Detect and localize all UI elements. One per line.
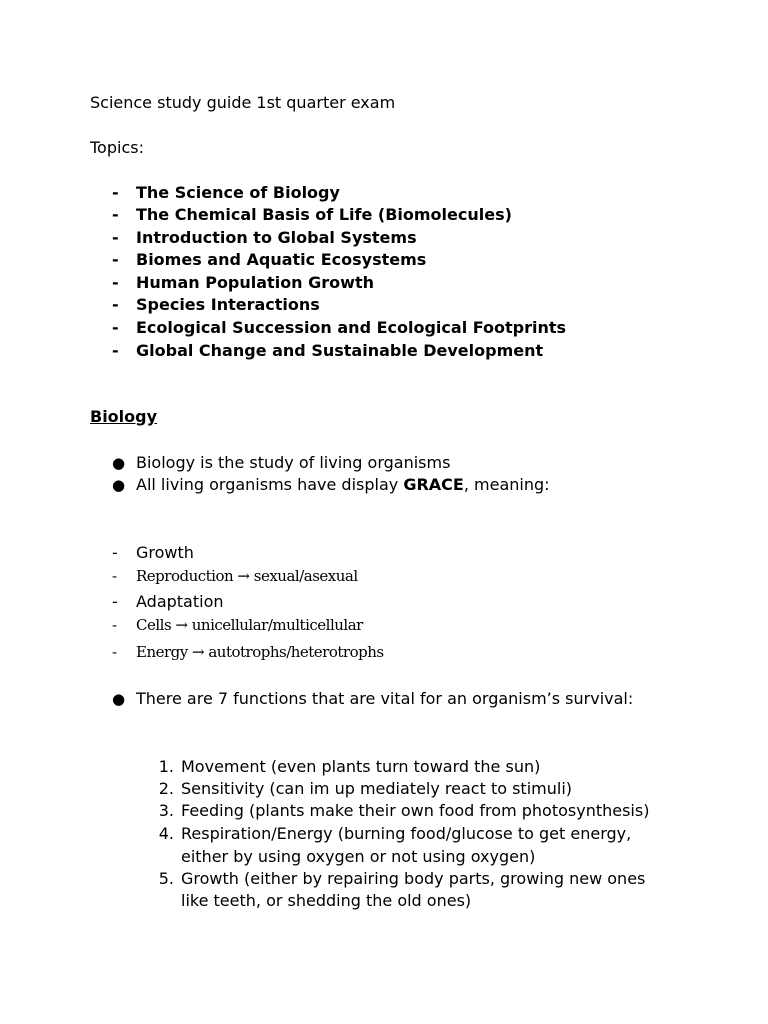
item-number: 3. — [158, 801, 174, 820]
bullet-text: Biology is the study of living organisms — [136, 453, 451, 472]
topic-text: The Science of Biology — [136, 183, 340, 202]
dash-marker: - — [112, 567, 117, 585]
dash-marker: - — [112, 543, 118, 562]
function-text: Sensitivity (can im up mediately react to stimuli) — [181, 779, 572, 798]
topics-label: Topics: — [90, 138, 144, 157]
dash-marker: - — [112, 295, 119, 314]
grace-item: Reproduction → sexual/asexual — [136, 567, 358, 585]
grace-item: Cells → unicellular/multicellular — [136, 616, 363, 634]
topic-text: Introduction to Global Systems — [136, 228, 417, 247]
grace-item: Growth — [136, 543, 194, 562]
item-number: 4. — [158, 824, 174, 843]
function-text: Feeding (plants make their own food from photosynthesis) — [181, 801, 650, 820]
item-number: 1. — [158, 757, 174, 776]
function-text: either by using oxygen or not using oxygen) — [181, 847, 536, 866]
bullet-text-post: , meaning: — [463, 475, 550, 494]
function-text: Growth (either by repairing body parts, growing new ones — [181, 869, 646, 888]
grace-acronym: GRACE — [403, 475, 464, 494]
dash-marker: - — [112, 643, 117, 661]
function-text: like teeth, or shedding the old ones) — [181, 891, 472, 910]
dash-marker: - — [112, 341, 119, 360]
topic-text: Species Interactions — [136, 295, 320, 314]
topic-text: Global Change and Sustainable Development — [136, 341, 544, 360]
topic-text: The Chemical Basis of Life (Biomolecules) — [136, 205, 512, 224]
function-text: Movement (even plants turn toward the sun) — [181, 757, 541, 776]
bullet-text-pre: All living organisms have display — [136, 475, 404, 494]
section-heading-biology: Biology — [90, 407, 158, 426]
bullet-text — [136, 474, 550, 496]
bullet-marker: ● — [112, 690, 126, 708]
topic-text: Human Population Growth — [136, 273, 374, 292]
topic-text: Biomes and Aquatic Ecosystems — [136, 250, 427, 269]
dash-marker: - — [112, 183, 119, 202]
function-text: Respiration/Energy (burning food/glucose to get energy, — [181, 824, 632, 843]
bullet-marker: ● — [112, 476, 126, 494]
dash-marker: - — [112, 250, 119, 269]
item-number: 5. — [158, 869, 174, 888]
bullet-marker: ● — [112, 454, 126, 472]
dash-marker: - — [112, 205, 119, 224]
grace-item: Energy → autotrophs/heterotrophs — [136, 643, 384, 661]
dash-marker: - — [112, 616, 117, 634]
dash-marker: - — [112, 228, 119, 247]
grace-item: Adaptation — [136, 592, 224, 611]
dash-marker: - — [112, 592, 118, 611]
topic-text: Ecological Succession and Ecological Footprints — [136, 318, 567, 337]
bullet-text: There are 7 functions that are vital for an organism’s survival: — [136, 689, 634, 708]
document-title: Science study guide 1st quarter exam — [90, 93, 396, 112]
item-number: 2. — [158, 779, 174, 798]
dash-marker: - — [112, 273, 119, 292]
dash-marker: - — [112, 318, 119, 337]
